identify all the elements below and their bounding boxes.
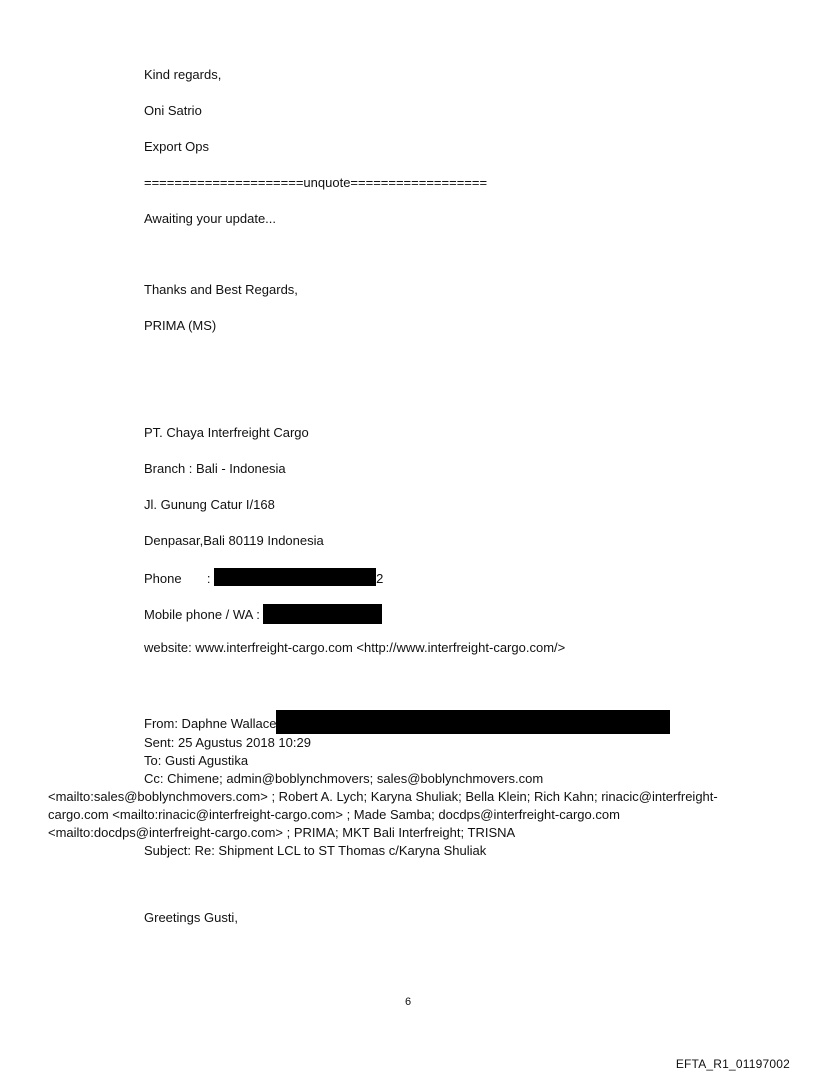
from-redaction [276,710,670,734]
email-cc: Cc: Chimene; admin@boblynchmovers; sales@boblynchmovers.com [144,771,544,786]
quote-separator: =====================unquote================== [144,175,488,190]
bates-number: EFTA_R1_01197002 [675,1057,790,1071]
company-city: Denpasar,Bali 80119 Indonesia [144,533,324,548]
email-subject: Subject: Re: Shipment LCL to ST Thomas c/Karyna Shuliak [144,843,487,858]
greeting: Greetings Gusti, [144,910,238,925]
phone-redaction [214,568,376,586]
phone-tail: 2 [376,571,384,586]
company-name: PT. Chaya Interfreight Cargo [144,425,309,440]
signature-name: Oni Satrio [144,103,202,118]
mobile-label: Mobile phone / WA : [144,607,264,622]
regards-name: PRIMA (MS) [144,318,217,333]
email-from: From: Daphne Wallace [48,710,768,734]
company-phone [144,568,383,587]
signature-role: Export Ops [144,139,210,154]
email-header [48,710,768,860]
company-website: website: www.interfreight-cargo.com <http://www.interfreight-cargo.com/> [144,640,566,655]
regards-closing: Thanks and Best Regards, [144,282,298,297]
company-branch: Branch : Bali - Indonesia [144,461,286,476]
email-to: To: Gusti Agustika [144,753,249,768]
email-cc-continued: <mailto:sales@boblynchmovers.com> ; Robert A. Lych; Karyna Shuliak; Bella Klein; Rich Kahn; rinacic@interfreight- [48,789,718,804]
company-street: Jl. Gunung Catur I/168 [144,497,275,512]
email-cc-continued: <mailto:docdps@interfreight-cargo.com> ; PRIMA; MKT Bali Interfreight; TRISNA [48,825,516,840]
awaiting-update: Awaiting your update... [144,211,277,226]
company-mobile [144,604,382,624]
email-sent: Sent: 25 Agustus 2018 10:29 [144,735,311,750]
email-cc-continued: cargo.com <mailto:rinacic@interfreight-cargo.com> ; Made Samba; docdps@interfreight-cargo.com [48,807,620,822]
page-number: 6 [404,996,412,1008]
signature-closing: Kind regards, [144,67,222,82]
phone-label: Phone : [144,571,215,586]
mobile-redaction [263,604,382,624]
